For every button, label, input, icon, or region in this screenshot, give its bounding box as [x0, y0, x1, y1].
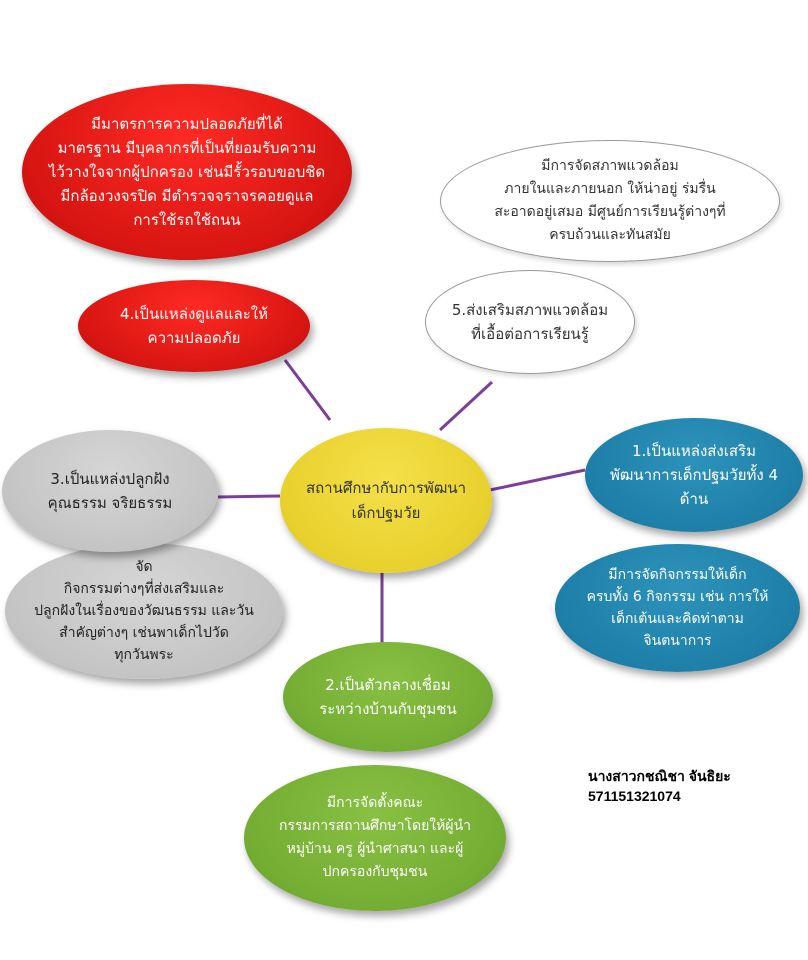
author-name: นางสาวกชณิชา จันธิยะ [588, 768, 731, 784]
author-id: 571151321074 [588, 788, 681, 804]
branch-bubble-morality: 3.เป็นแหล่งปลูกฝัง คุณธรรม จริยธรรม [2, 430, 218, 552]
branch-bubble-community: 2.เป็นตัวกลางเชื่อม ระหว่างบ้านกับชุมชน [283, 642, 493, 752]
connector-b1 [490, 470, 585, 490]
author-block [588, 766, 731, 806]
connector-b3 [218, 496, 280, 497]
detail-bubble-development: มีการจัดกิจกรรมให้เด็ก ครบทั้ง 6 กิจกรรม เช่น การให้ เด็กเต้นและคิดท่าตาม จินตนาการ [555, 544, 800, 672]
branch-bubble-environment: 5.ส่งเสริมสภาพแวดล้อม ที่เอื้อต่อการเรียนรู้ [425, 270, 635, 374]
detail-bubble-environment: มีการจัดสภาพแวดล้อม ภายในและภายนอก ให้น่าอยู่ ร่มรื่น สะอาดอยู่เสมอ มีศูนย์การเรียนรู้ต่างๆที่ ครบถ้วนและทันสมัย [440, 140, 780, 262]
detail-bubble-morality: จัด กิจกรรมต่างๆที่ส่งเสริมและ ปลูกฝังในเรื่องของวัฒนธรรม และวัน สำคัญต่างๆ เช่นพาเด็กไปวัด ทุกวันพระ [5, 543, 283, 679]
connector-b4 [285, 360, 330, 420]
detail-bubble-safety: มีมาตรการความปลอดภัยที่ได้ มาตรฐาน มีบุคลากรที่เป็นที่ยอมรับความ ไว้วางใจจากผู้ปกครอง เช่นมีรั้วรอบขอบชิด มีกล้องวงจรปิด มีตำรวจจราจรคอยดูแล การใช้รถใช้ถนน [22, 84, 352, 260]
detail-bubble-community: มีการจัดตั้งคณะ กรรมการสถานศึกษาโดยให้ผู้นำ หมู่บ้าน ครู ผู้นำศาสนา และผู้ ปกครองกับชุมชน [244, 765, 506, 911]
branch-bubble-safety: 4.เป็นแหล่งดูแลและให้ ความปลอดภัย [78, 280, 310, 372]
connector-b5 [440, 382, 492, 430]
center-topic-bubble: สถานศึกษากับการพัฒนา เด็กปฐมวัย [280, 428, 492, 573]
branch-bubble-development: 1.เป็นแหล่งส่งเสริม พัฒนาการเด็กปฐมวัยทั้ง 4 ด้าน [585, 418, 803, 532]
